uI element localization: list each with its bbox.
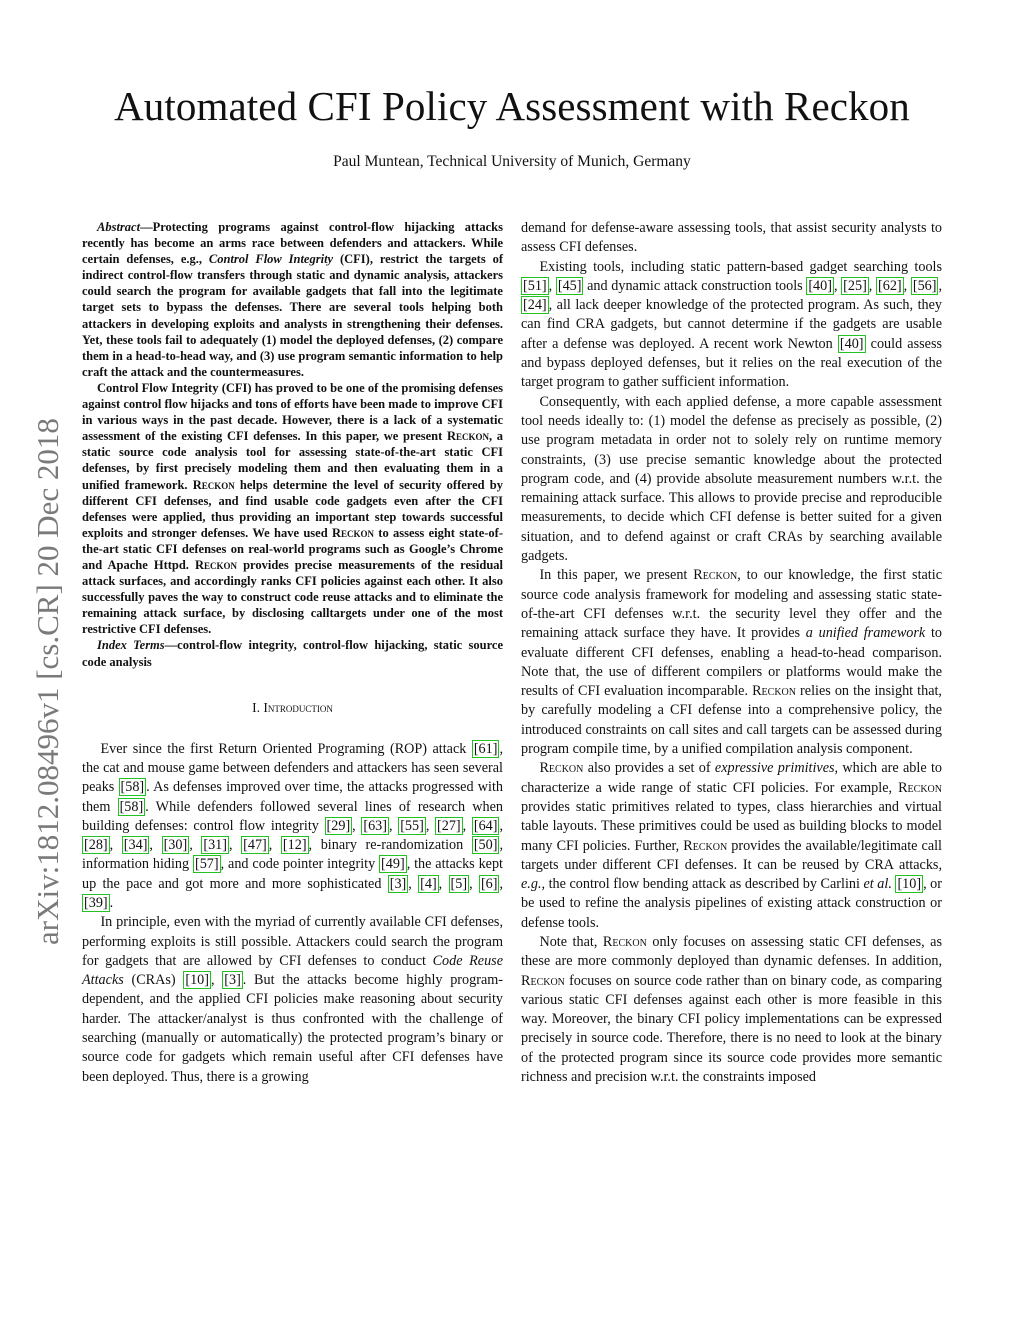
citation[interactable]: [10] bbox=[185, 972, 209, 989]
right-paragraph-4: Reckon also provides a set of expressive primitives, which are able to characterize a wide range of static CFI policies. For example, Reckon provides static primitives related to types, class hierarchies and virtual table layouts. These primitives could be used as building blocks to model many CFI policies. Further, Reckon provides the available/legitimate call targets under different CFI defenses. It can be reused by CRA attacks, e.g., the control flow bending attack as described by Carlini et al. [10] , or be used to refine the analysis pipelines of existing attack construction or defense tools. bbox=[521, 760, 942, 931]
citation[interactable]: [63] bbox=[363, 817, 387, 834]
citation[interactable]: [31] bbox=[203, 837, 227, 854]
citation[interactable]: [30] bbox=[163, 837, 188, 854]
citation[interactable]: [39] bbox=[84, 895, 108, 911]
citation[interactable]: [29] bbox=[326, 817, 351, 834]
abstract-paragraph-1: Abstract—Protecting programs against control-flow hijacking attacks recently has become an arms race between defenders and attackers. While certain defenses, e.g., Control Flow Integrity (CFI), restrict the targets of indirect control-flow transfers through static and dynamic analysis, attackers could search the program for available gadgets that fall into the legitimate target sets to bypass the defenses. There are several tools helping both attackers in developing exploits and analysts in strengthening their defenses. Yet, these tools fail to adequately (1) model the deployed defenses, (2) compare them in a head-to-head way, and (3) use program semantic information to help craft the attack and the countermeasures. bbox=[82, 220, 503, 379]
citation[interactable]: [49] bbox=[381, 856, 405, 873]
arxiv-watermark: arXiv:1812.08496v1 [cs.CR] 20 Dec 2018 bbox=[30, 418, 65, 945]
citation[interactable]: [28] bbox=[84, 837, 108, 854]
index-terms: Index Terms—control-flow integrity, control-flow hijacking, static source code analysis bbox=[82, 638, 504, 669]
citation[interactable]: [40] bbox=[808, 277, 832, 294]
citation[interactable]: [55] bbox=[400, 817, 424, 834]
abstract-paragraph-2: Control Flow Integrity (CFI) has proved to be one of the promising defenses against control flow hijacks and tons of efforts have been made to improve CFI in various ways in the past decade. However, there is a lack of a systematic assessment of the existing CFI defenses. In this paper, we present Reckon, a static source code analysis tool for assessing state-of-the-art static CFI defenses, by first precisely modeling them and then evaluating them in a unified framework. Reckon helps determine the level of security offered by different CFI defenses, and find usable code gadgets even after the CFI defenses were applied, thus providing an important step towards successful exploits and stronger defenses. We have used Reckon to assess eight state-of-the-art static CFI defenses on real-world programs such as Google’s Chrome and Apache Httpd. Reckon provides precise measurements of the residual attack surfaces, and accordingly ranks CFI policies against each other. It also successfully paves the way to construct code reuse attacks and to eliminate the remaining attack surface, by disclosing calltargets under one of the most restrictive CFI defenses. bbox=[82, 380, 504, 637]
citation[interactable]: [5] bbox=[450, 875, 468, 892]
author-line: Paul Muntean, Technical University of Munich, Germany bbox=[333, 153, 691, 170]
citation[interactable]: [6] bbox=[480, 875, 498, 892]
citation[interactable]: [50] bbox=[473, 837, 498, 854]
section-heading-introduction: I. Introduction bbox=[252, 699, 333, 715]
citation[interactable]: [10] bbox=[897, 876, 922, 893]
right-paragraph-0: demand for defense-aware assessing tools, that assist security analysts to assess CFI defenses. bbox=[521, 220, 942, 256]
citation[interactable]: [25] bbox=[843, 277, 867, 294]
citation[interactable]: [3] bbox=[224, 972, 241, 989]
citation[interactable]: [40] bbox=[839, 335, 864, 352]
citation[interactable]: [57] bbox=[194, 856, 219, 873]
citation[interactable]: [58] bbox=[119, 798, 144, 815]
citation[interactable]: [61] bbox=[473, 740, 498, 757]
citation[interactable]: [47] bbox=[243, 837, 267, 854]
citation[interactable]: [34] bbox=[123, 837, 148, 854]
right-paragraph-5: Note that, Reckon only focuses on assessing static CFI defenses, as these are more commonly deployed than dynamic defenses. In addition, Reckon focuses on source code rather than on binary code, as comparing various static CFI defenses against each other is more feasible in this way. Moreover, the binary CFI policy implementations can be expressed precisely in source code. Therefore, there is no need to look at the binary of the protected program since its source code provides more semantic richness and precision w.r.t. the constraints imposed bbox=[521, 933, 942, 1086]
citation[interactable]: [45] bbox=[557, 277, 582, 294]
citation[interactable]: [51] bbox=[523, 277, 547, 294]
intro-paragraph-2: In principle, even with the myriad of currently available CFI defenses, performing exploits is still possible. Attackers could search the program for gadgets that are allowed by CFI defenses to conduct Code Reuse Attacks (CRAs) [10] , [3] . But the attacks become highly program-dependent, and the applied CFI policies make reasoning about security harder. The attacker/analyst is thus confronted with the challenge of searching (manually or automatically) the protected program’s binary or source code for gadgets which remain useful after CFI defenses have been deployed. Thus, there is a growing bbox=[82, 914, 503, 1085]
right-paragraph-1: Existing tools, including static pattern-based gadget searching tools [51] , [45] and dynamic attack construction tools [40] , [25] , [62] , [56] , [24] , all lack deeper knowledge of the protected program. As such, they can find CRA gadgets, but cannot determine if the gadgets are usable after a defense was deployed. A recent work Newton [40] could assess and bypass deployed defenses, but it relies on the real execution of the target program to gather sufficient information. bbox=[521, 258, 943, 391]
citation[interactable]: [12] bbox=[282, 837, 307, 854]
abstract bbox=[82, 219, 503, 670]
citation[interactable]: [58] bbox=[120, 779, 145, 796]
citation[interactable]: [27] bbox=[437, 817, 461, 834]
intro-paragraph-1: Ever since the first Return Oriented Programing (ROP) attack [61] , the cat and mouse game between defenders and attackers has seen several peaks [58] . As defenses improved over time, the attacks progressed with them [58] . While defenders followed several lines of research when building defenses: control flow integrity [29] , [63] , [55] , [27] , [64] , [28] , [34] , [30] , [31] , [47] , [12] , binary re-randomization [50] , information hiding [57] , and code pointer integrity [49] , the attacks kept up the pace and got more and more sophisticated [3] , [4] , [5] , [6] , [39] . bbox=[82, 740, 504, 911]
citation[interactable]: [64] bbox=[473, 817, 498, 834]
right-column bbox=[521, 219, 942, 1087]
citation[interactable]: [62] bbox=[878, 277, 902, 294]
left-column bbox=[82, 219, 503, 1087]
citation[interactable]: [3] bbox=[389, 875, 407, 892]
right-paragraph-3: In this paper, we present Reckon, to our knowledge, the first static source code analysis framework for modeling and assessing static state-of-the-art CFI defenses w.r.t. the security level they offer and the remaining attack surface they have. It provides a unified framework to evaluate different CFI defenses, enabling a head-to-head comparison. Note that, the use of different compilers or platforms would make the results of CFI evaluation incomparable. Reckon relies on the insight that, by carefully modeling a CFI defense into a comprehensive policy, the introduced constraints on call sites and call targets can be assessed during program compile time, by a unified compilation analysis component. bbox=[521, 567, 942, 758]
citation[interactable]: [24] bbox=[523, 297, 547, 314]
paper-title: Automated CFI Policy Assessment with Reckon bbox=[114, 83, 910, 129]
citation[interactable]: [56] bbox=[912, 277, 937, 294]
right-paragraph-2: Consequently, with each applied defense, a more capable assessment tool needs ideally to: (1) model the defense as precisely as possible, (2) use program metadata in order not to solely rely on runtime memory constraints, (3) use precise semantic knowledge about the protected program code, and (4) provide absolute measurement numbers w.r.t. the remaining attack surface. This allows to provide precise and reproducible measurements, to decide which CFI defense is better suited for a given situation, and to defend against or craft CRAs by searching available gadgets. bbox=[521, 393, 942, 565]
citation[interactable]: [4] bbox=[420, 875, 437, 892]
